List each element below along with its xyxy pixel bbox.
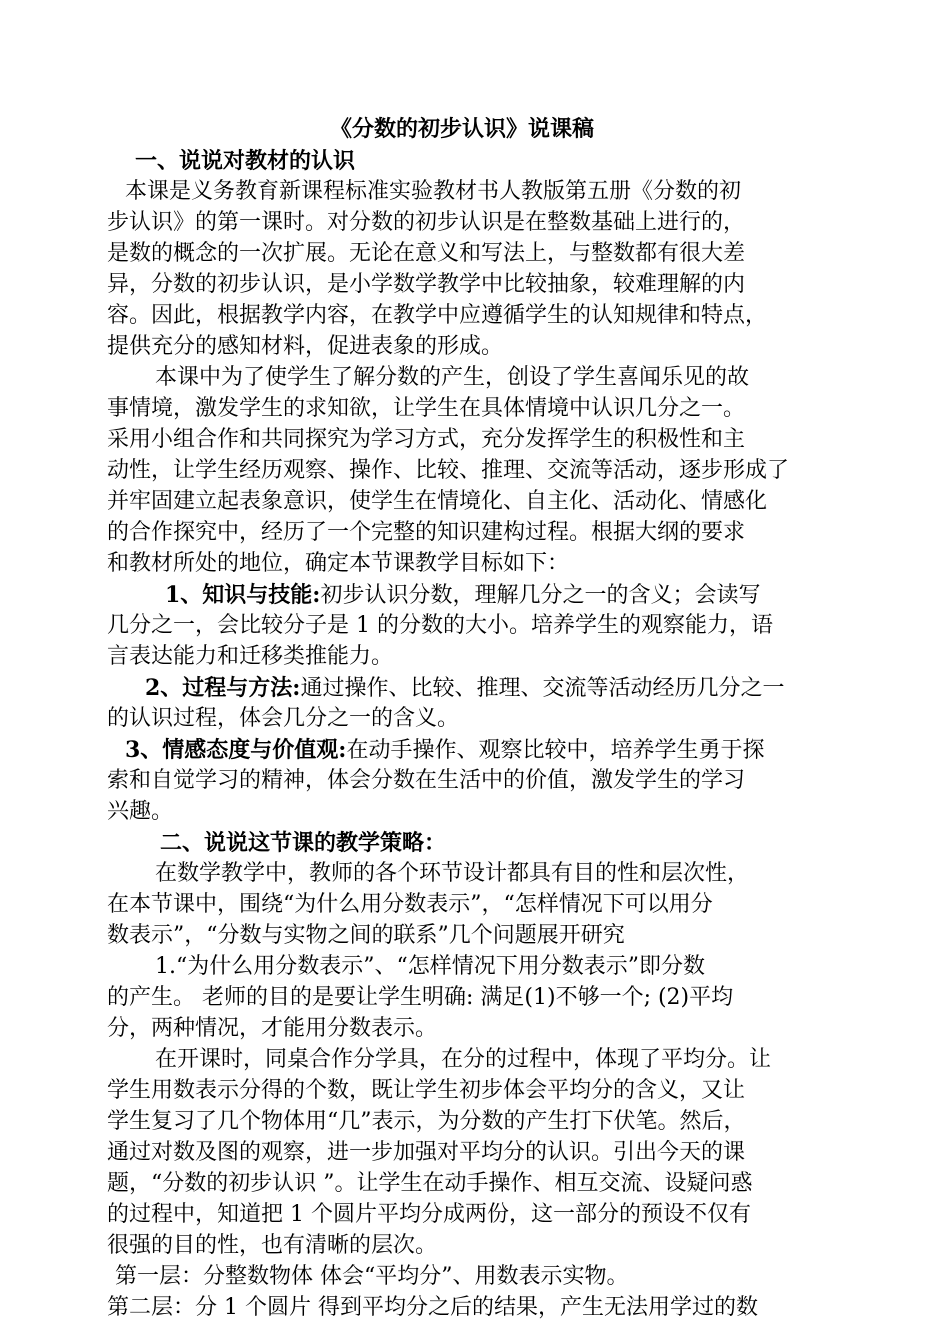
goal-1-label: 1、知识与技能: <box>165 582 321 608</box>
paragraph-line: 的产生。 老师的目的是要让学生明确: 满足(1)不够一个; (2)平均 <box>107 985 734 1010</box>
paragraph-line: 提供充分的感知材料，促进表象的形成。 <box>107 334 504 359</box>
paragraph-line: 在数学教学中，教师的各个环节设计都具有目的性和层次性， <box>155 861 750 886</box>
paragraph-line: 在开课时，同桌合作分学具，在分的过程中，体现了平均分。让 <box>155 1047 772 1072</box>
paragraph-line: 几分之一，会比较分子是 1 的分数的大小。培养学生的观察能力，语 <box>107 613 773 638</box>
paragraph-line: 事情境，激发学生的求知欲，让学生在具体情境中认识几分之一。 <box>107 396 746 421</box>
paragraph-line: 索和自觉学习的精神，体会分数在生活中的价值，激发学生的学习 <box>107 768 746 793</box>
goal-1-text: 初步认识分数，理解几分之一的含义；会读写 <box>320 583 761 608</box>
section-heading-1: 一、说说对教材的认识 <box>135 148 356 174</box>
paragraph-line: 1.“为什么用分数表示”、“怎样情况下用分数表示”即分数 <box>155 954 705 979</box>
layer-1-line: 第一层：分整数物体 体会“平均分”、用数表示实物。 <box>115 1264 629 1289</box>
paragraph-line: 异，分数的初步认识，是小学数学教学中比较抽象，较难理解的内 <box>107 272 746 297</box>
paragraph-line: 是数的概念的一次扩展。无论在意义和写法上，与整数都有很大差 <box>107 241 746 266</box>
paragraph-line: 言表达能力和迁移类推能力。 <box>107 644 394 669</box>
paragraph-line: 分，两种情况，才能用分数表示。 <box>107 1016 438 1041</box>
paragraph-line: 通过对数及图的观察，进一步加强对平均分的认识。引出今天的课 <box>107 1140 746 1165</box>
paragraph-line: 数表示”，“分数与实物之间的联系”几个问题展开研究 <box>107 923 625 948</box>
paragraph-line: 兴趣。 <box>107 799 174 824</box>
layer-2-line: 第二层：分 1 个圆片 得到平均分之后的结果，产生无法用学过的数 <box>107 1295 758 1320</box>
goal-2-line <box>145 672 784 704</box>
paragraph-line: 动性，让学生经历观察、操作、比较、推理、交流等活动，逐步形成了 <box>107 458 790 483</box>
goal-3-line <box>125 734 764 766</box>
section-heading-2: 二、说说这节课的教学策略： <box>160 830 447 856</box>
paragraph-line: 本课中为了使学生了解分数的产生，创设了学生喜闻乐见的故 <box>155 365 750 390</box>
goal-2-label: 2、过程与方法: <box>145 675 301 701</box>
goal-3-text: 在动手操作、观察比较中，培养学生勇于探 <box>346 738 765 763</box>
paragraph-line: 学生用数表示分得的个数，既让学生初步体会平均分的含义，又让 <box>107 1078 746 1103</box>
paragraph-line: 很强的目的性，也有清晰的层次。 <box>107 1233 438 1258</box>
paragraph-line: 采用小组合作和共同探究为学习方式，充分发挥学生的积极性和主 <box>107 427 746 452</box>
paragraph-line: 学生复习了几个物体用“几”表示，为分数的产生打下伏笔。然后， <box>107 1109 746 1134</box>
goal-2-text: 通过操作、比较、推理、交流等活动经历几分之一 <box>300 676 785 701</box>
paragraph-line: 并牢固建立起表象意识，使学生在情境化、自主化、活动化、情感化 <box>107 489 768 514</box>
paragraph-line: 的合作探究中，经历了一个完整的知识建构过程。根据大纲的要求 <box>107 520 746 545</box>
paragraph-line: 题，“分数的初步认识 ”。让学生在动手操作、相互交流、设疑问惑 <box>107 1171 753 1196</box>
paragraph-line: 的过程中，知道把 1 个圆片平均分成两份，这一部分的预设不仅有 <box>107 1202 751 1227</box>
paragraph-line: 容。因此，根据教学内容，在教学中应遵循学生的认知规律和特点， <box>107 303 768 328</box>
paragraph-line: 的认识过程，体会几分之一的含义。 <box>107 706 460 731</box>
paragraph-line: 本课是义务教育新课程标准实验教材书人教版第五册《分数的初 <box>125 179 742 204</box>
paragraph-line: 步认识》的第一课时。对分数的初步认识是在整数基础上进行的， <box>107 210 746 235</box>
goal-3-label: 3、情感态度与价值观: <box>125 737 347 763</box>
goal-1-line <box>165 579 760 611</box>
paragraph-line: 在本节课中，围绕“为什么用分数表示”，“怎样情况下可以用分 <box>107 892 713 917</box>
paragraph-line: 和教材所处的地位，确定本节课教学目标如下： <box>107 551 570 576</box>
document-title: 《分数的初步认识》说课稿 <box>330 116 595 142</box>
